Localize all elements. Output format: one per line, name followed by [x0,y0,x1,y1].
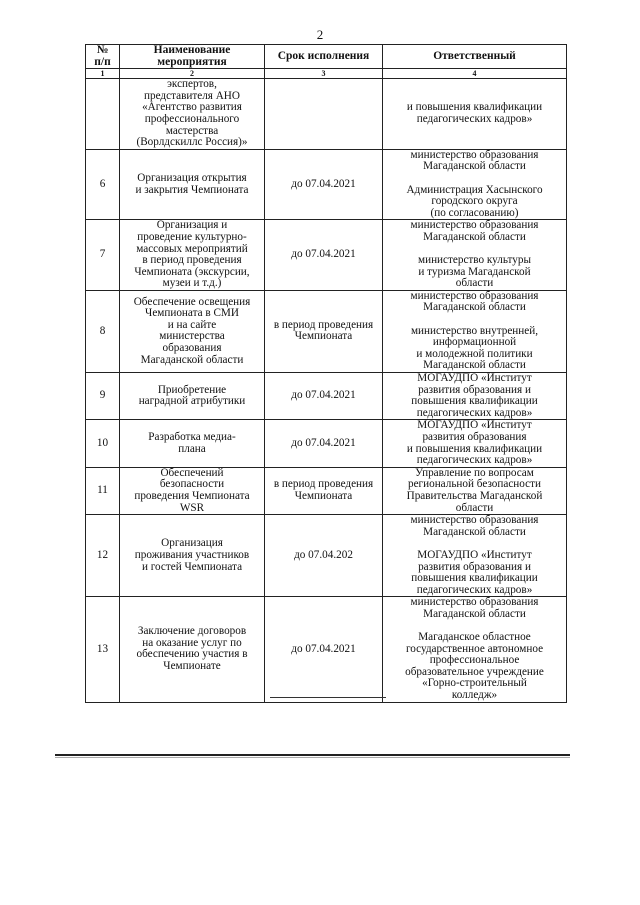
header-responsible: Ответственный [383,45,567,69]
end-separator-line [270,697,386,698]
row-deadline [265,79,383,150]
row-event-name: Обеспечений безопасности проведения Чемпионата WSR [120,467,265,514]
row-num: 9 [86,373,120,420]
row-deadline: до 07.04.202 [265,515,383,597]
row-event-name: Обеспечение освещения Чемпионата в СМИ и на сайте министерства образования Магаданской области [120,290,265,372]
row-deadline: до 07.04.2021 [265,220,383,291]
header-row [86,45,567,69]
row-deadline: в период проведения Чемпионата [265,290,383,372]
col-number: 1 [86,69,120,79]
row-deadline: до 07.04.2021 [265,420,383,467]
table-row [86,467,567,514]
row-num: 12 [86,515,120,597]
row-num: 7 [86,220,120,291]
row-responsible: министерство образования Магаданской области Магаданское областное государственное автономное профессиональное образовательное учреждение «Горно-строительный колледж» [383,597,567,702]
row-responsible: Управление по вопросам региональной безопасности Правительства Магаданской области [383,467,567,514]
footer-rule [55,754,570,756]
row-responsible: министерство образования Магаданской области министерство внутренней, информационной и молодежной политики Магаданской области [383,290,567,372]
row-num: 11 [86,467,120,514]
table-row [86,79,567,150]
row-num: 10 [86,420,120,467]
events-table [85,44,567,703]
row-deadline: в период проведения Чемпионата [265,467,383,514]
table-row [86,420,567,467]
page-number: 2 [316,27,324,42]
row-responsible: министерство образования Магаданской области министерство культуры и туризма Магаданской области [383,220,567,291]
row-responsible: МОГАУДПО «Институт развития образования и повышения квалификации педагогических кадров» [383,420,567,467]
column-number-row [86,69,567,79]
header-name: Наименование мероприятия [120,45,265,69]
table-row [86,597,567,702]
col-number: 3 [265,69,383,79]
row-num: 6 [86,149,120,220]
row-event-name: Организация и проведение культурно- массовых мероприятий в период проведения Чемпионата (экскурсии, музеи и т.д.) [120,220,265,291]
row-deadline: до 07.04.2021 [265,373,383,420]
row-num: 13 [86,597,120,702]
header-num: № п/п [86,45,120,69]
row-event-name: Заключение договоров на оказание услуг по обеспечению участия в Чемпионате [120,597,265,702]
row-deadline: до 07.04.2021 [265,597,383,702]
row-responsible: министерство образования Магаданской области Администрация Хасынского городского округа (по согласованию) [383,149,567,220]
table-row [86,220,567,291]
table-row [86,515,567,597]
row-event-name: экспертов, представителя АНО «Агентство развития профессионального мастерства (Ворлдскиллс Россия)» [120,79,265,150]
row-event-name: Разработка медиа- плана [120,420,265,467]
row-event-name: Организация проживания участников и гостей Чемпионата [120,515,265,597]
row-event-name: Организация открытия и закрытия Чемпионата [120,149,265,220]
table-row [86,149,567,220]
row-event-name: Приобретение наградной атрибутики [120,373,265,420]
table-row [86,373,567,420]
row-num: 8 [86,290,120,372]
col-number: 4 [383,69,567,79]
col-number: 2 [120,69,265,79]
table-row [86,290,567,372]
row-responsible: МОГАУДПО «Институт развития образования и повышения квалификации педагогических кадров» [383,373,567,420]
row-deadline: до 07.04.2021 [265,149,383,220]
header-deadline: Срок исполнения [265,45,383,69]
row-responsible: и повышения квалификации педагогических кадров» [383,79,567,150]
row-responsible: министерство образования Магаданской области МОГАУДПО «Институт развития образования и повышения квалификации педагогических кадров» [383,515,567,597]
row-num [86,79,120,150]
